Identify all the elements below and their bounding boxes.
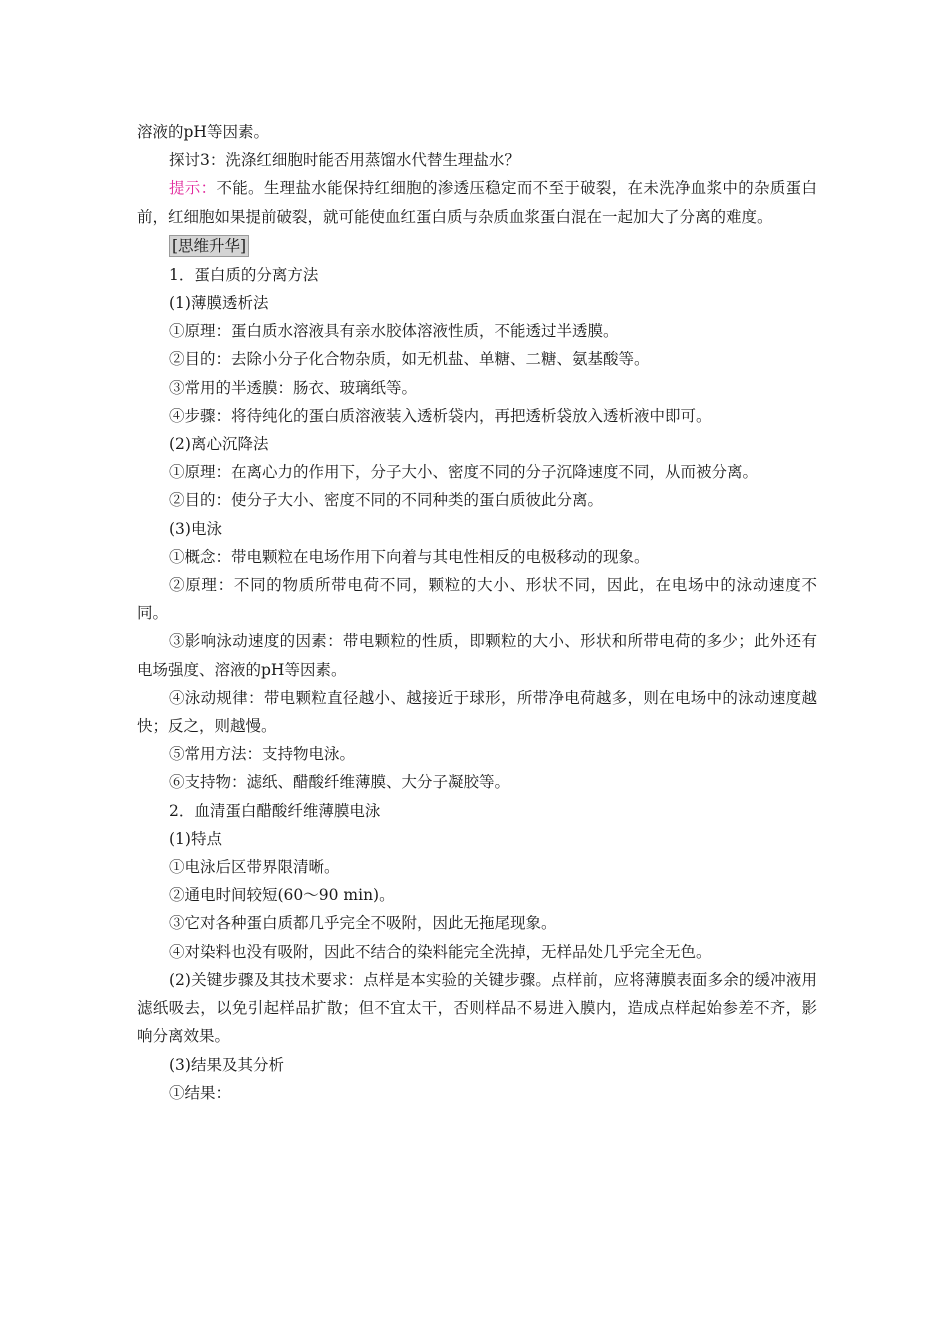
- list-item: ①原理：在离心力的作用下，分子大小、密度不同的分子沉降速度不同，从而被分离。: [169, 463, 759, 482]
- subheading-features: (1)特点: [169, 829, 222, 848]
- list-item: ①概念：带电颗粒在电场作用下向着与其电性相反的电极移动的现象。: [169, 547, 650, 566]
- list-item: ①结果：: [169, 1083, 232, 1102]
- list-item: ④对染料也没有吸附，因此不结合的染料能完全洗掉，无样品处几乎完全无色。: [169, 942, 712, 961]
- key-steps-paragraph: (2)关键步骤及其技术要求：点样是本实验的关键步骤。点样前，应将薄膜表面多余的缓冲液用滤纸吸去，以免引起样品扩散；但不宜太干，否则样品不易进入膜内，造成点样起始参差不齐，影响分离效果。: [137, 970, 817, 1046]
- hint-paragraph: [137, 174, 817, 230]
- list-item: ①原理：蛋白质水溶液具有亲水胶体溶液性质，不能透过半透膜。: [169, 322, 619, 341]
- list-item: ①电泳后区带界限清晰。: [169, 858, 340, 877]
- list-item: ②目的：去除小分子化合物杂质，如无机盐、单糖、二糖、氨基酸等。: [169, 350, 650, 369]
- list-item: ③影响泳动速度的因素：带电颗粒的性质，即颗粒的大小、形状和所带电荷的多少；此外还有电场强度、溶液的pH等因素。: [137, 632, 817, 679]
- subheading-centrifuge: (2)离心沉降法: [169, 435, 269, 454]
- text-line: 溶液的pH等因素。: [137, 123, 269, 141]
- list-item: ②原理：不同的物质所带电荷不同，颗粒的大小、形状不同，因此，在电场中的泳动速度不同。: [137, 576, 817, 623]
- subheading-results: (3)结果及其分析: [169, 1055, 284, 1074]
- list-item: ③它对各种蛋白质都几乎完全不吸附，因此无拖尾现象。: [169, 914, 557, 933]
- heading-serum-electrophoresis: 2．血清蛋白醋酸纤维薄膜电泳: [169, 801, 381, 820]
- list-item: ②通电时间较短(60～90 min)。: [169, 886, 395, 905]
- list-item: ④泳动规律：带电颗粒直径越小、越接近于球形，所带净电荷越多，则在电场中的泳动速度越快；反之，则越慢。: [137, 688, 817, 736]
- section-tag: [思维升华]: [169, 235, 249, 257]
- question-line: 探讨3：洗涤红细胞时能否用蒸馏水代替生理盐水？: [169, 151, 520, 170]
- heading-protein-separation: 1．蛋白质的分离方法: [169, 265, 319, 284]
- document-page: [137, 118, 817, 1107]
- hint-label: 提示：: [169, 179, 217, 198]
- list-item: ③常用的半透膜：肠衣、玻璃纸等。: [169, 378, 418, 397]
- subheading-electrophoresis: (3)电泳: [169, 519, 222, 538]
- list-item: ⑥支持物：滤纸、醋酸纤维薄膜、大分子凝胶等。: [169, 773, 511, 792]
- list-item: ②目的：使分子大小、密度不同的不同种类的蛋白质彼此分离。: [169, 491, 604, 510]
- list-item: ④步骤：将待纯化的蛋白质溶液装入透析袋内，再把透析袋放入透析液中即可。: [169, 406, 712, 425]
- section-tag-line: [137, 231, 817, 261]
- hint-text: 不能。生理盐水能保持红细胞的渗透压稳定而不至于破裂，在未洗净血浆中的杂质蛋白前，红细胞如果提前破裂，就可能使血红蛋白质与杂质血浆蛋白混在一起加大了分离的难度。: [137, 179, 817, 226]
- list-item: ⑤常用方法：支持物电泳。: [169, 745, 356, 764]
- subheading-dialysis: (1)薄膜透析法: [169, 294, 269, 313]
